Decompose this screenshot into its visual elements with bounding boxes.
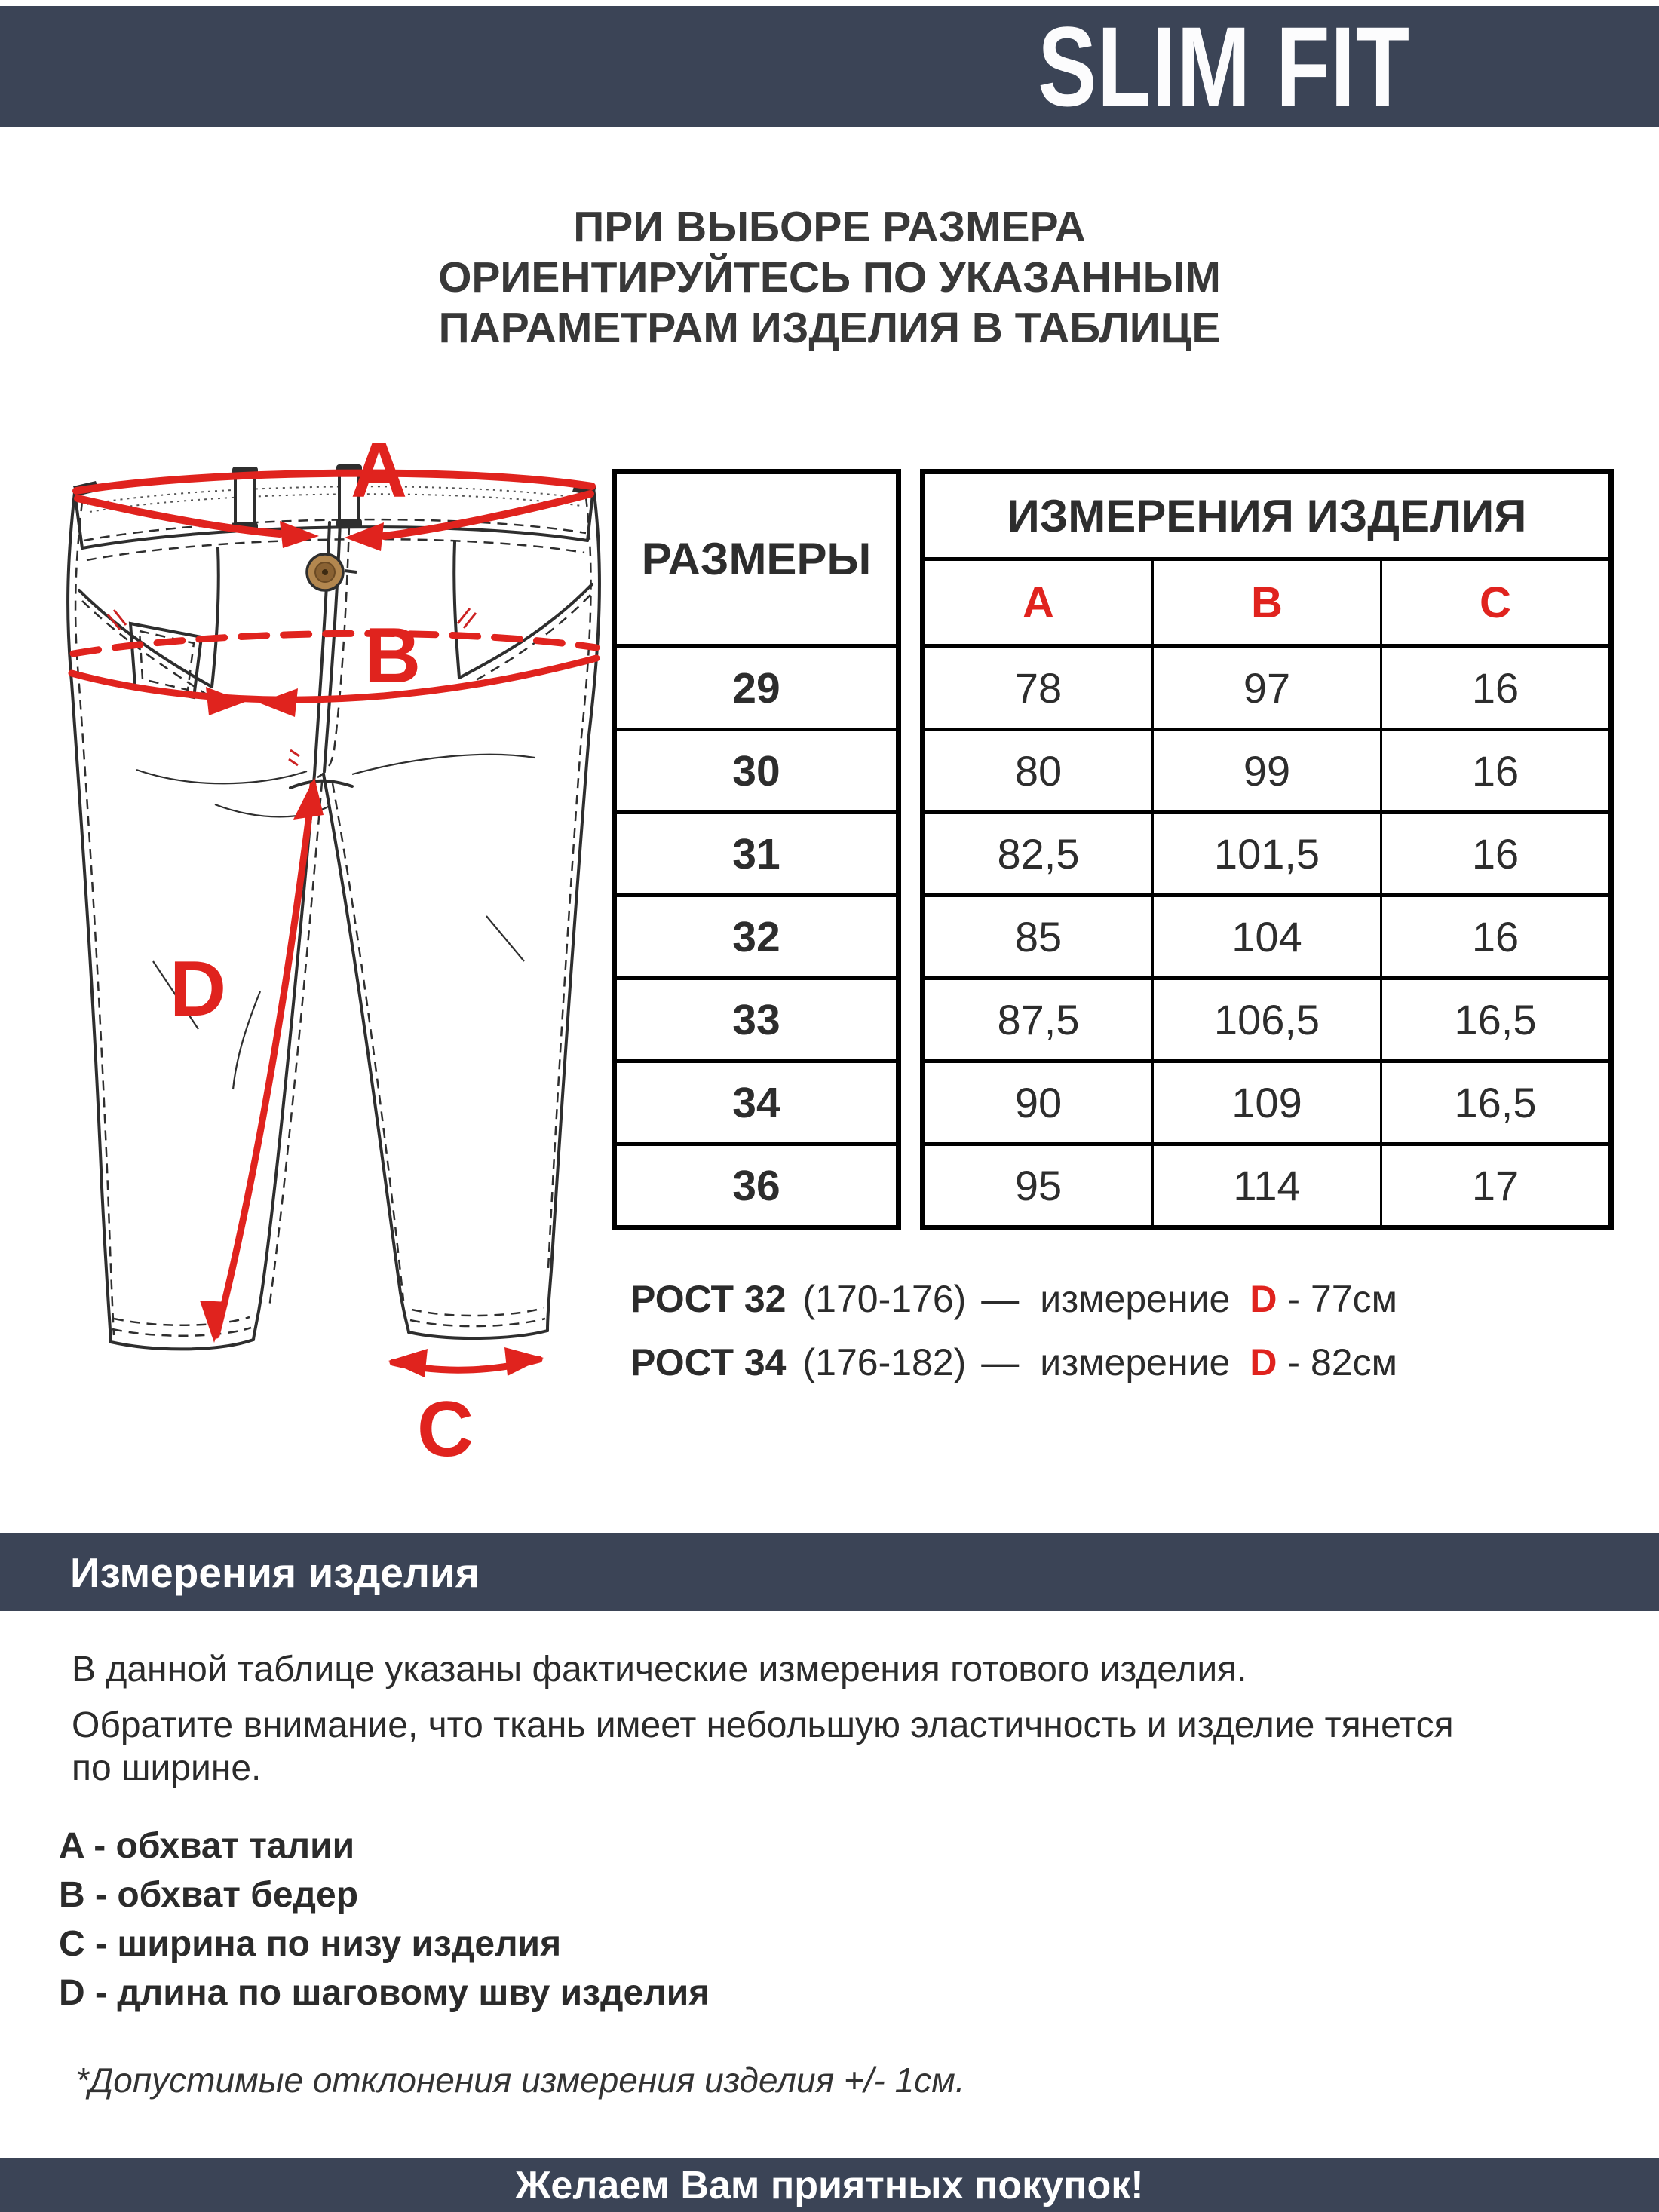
size-row: 29 bbox=[617, 648, 896, 731]
measurement-lines bbox=[72, 473, 596, 1371]
footer-message: Желаем Вам приятных покупок! bbox=[515, 2163, 1144, 2207]
height-note-letter: D bbox=[1250, 1341, 1277, 1383]
waist-line-a bbox=[76, 473, 592, 491]
table-row bbox=[925, 1063, 1608, 1146]
diagram-label-a: A bbox=[351, 434, 408, 514]
cell-a: 95 bbox=[925, 1146, 1154, 1225]
intro-heading-line1: ПРИ ВЫБОРЕ РАЗМЕРА bbox=[573, 203, 1086, 251]
size-row: 34 bbox=[617, 1063, 896, 1146]
size-row: 32 bbox=[617, 897, 896, 980]
cell-a: 82,5 bbox=[925, 814, 1154, 893]
footer-bar bbox=[0, 2158, 1659, 2212]
height-note-range: (170-176) bbox=[802, 1278, 967, 1320]
size-row: 33 bbox=[617, 980, 896, 1063]
cell-b: 106,5 bbox=[1154, 980, 1382, 1059]
measurements-column-header-row bbox=[925, 561, 1608, 648]
section-bar bbox=[0, 1533, 1659, 1611]
measurements-table bbox=[920, 469, 1614, 1230]
table-row bbox=[925, 814, 1608, 897]
height-note-label: РОСТ 32 bbox=[630, 1278, 787, 1320]
height-note-value: - 77см bbox=[1287, 1278, 1397, 1320]
intro-heading-line3: ПАРАМЕТРАМ ИЗДЕЛИЯ В ТАБЛИЦЕ bbox=[438, 304, 1221, 352]
height-note-text: измерение bbox=[1040, 1278, 1231, 1320]
size-row: 30 bbox=[617, 731, 896, 814]
legend-item-d: D - длина по шаговому шву изделия bbox=[59, 1973, 710, 2013]
legend-item-c: C - ширина по низу изделия bbox=[59, 1924, 562, 1964]
height-note-text: измерение bbox=[1040, 1341, 1231, 1383]
cell-a: 85 bbox=[925, 897, 1154, 976]
cell-c: 16,5 bbox=[1454, 1079, 1537, 1126]
measurements-header-cell: ИЗМЕРЕНИЯ ИЗДЕЛИЯ bbox=[925, 474, 1608, 561]
cell-a: 90 bbox=[925, 1063, 1154, 1142]
description-paragraph-2 bbox=[72, 1704, 1587, 1790]
tolerance-footnote: *Допустимые отклонения измерения изделия +/- 1см. bbox=[75, 2060, 965, 2100]
cell-c: 16 bbox=[1471, 913, 1519, 960]
cell-b: 101,5 bbox=[1154, 814, 1382, 893]
diagram-label-c: C bbox=[417, 1386, 474, 1473]
height-note-32 bbox=[630, 1277, 1397, 1321]
cell-c: 16 bbox=[1471, 747, 1519, 795]
diagram-label-b: B bbox=[364, 612, 422, 700]
inseam-line-d bbox=[216, 785, 313, 1335]
jeans-measurement-diagram bbox=[64, 434, 607, 1497]
height-note-34 bbox=[630, 1340, 1397, 1384]
dash-separator: — bbox=[981, 1341, 1020, 1383]
cell-b: 99 bbox=[1154, 731, 1382, 810]
waistband-texture bbox=[87, 486, 583, 512]
cell-b: 114 bbox=[1154, 1146, 1382, 1225]
intro-heading-line2: ОРИЕНТИРУЙТЕСЬ ПО УКАЗАННЫМ bbox=[438, 253, 1221, 302]
legend-item-a: A - обхват талии bbox=[59, 1826, 355, 1866]
size-row: 31 bbox=[617, 814, 896, 897]
sizes-header-cell: РАЗМЕРЫ bbox=[617, 474, 896, 648]
cell-c: 16 bbox=[1471, 664, 1519, 712]
cell-a: 78 bbox=[925, 648, 1154, 728]
jeans-stitching bbox=[75, 497, 590, 1336]
cell-b: 104 bbox=[1154, 897, 1382, 976]
cell-b: 97 bbox=[1154, 648, 1382, 728]
diagram-label-d: D bbox=[170, 945, 227, 1033]
section-title: Измерения изделия bbox=[70, 1549, 480, 1596]
column-header-c: C bbox=[1480, 578, 1511, 627]
page-title: SLIM FIT bbox=[1038, 2, 1410, 130]
header-bar bbox=[0, 2, 1659, 130]
description-paragraph-1: В данной таблице указаны фактические измерения готового изделия. bbox=[72, 1650, 1247, 1690]
legend-item-b: B - обхват бедер bbox=[59, 1875, 359, 1915]
column-header-a: A bbox=[925, 561, 1154, 644]
intro-heading bbox=[0, 202, 1659, 354]
description-text bbox=[72, 1648, 1587, 1790]
cell-a: 80 bbox=[925, 731, 1154, 810]
size-row: 36 bbox=[732, 1161, 780, 1210]
table-row bbox=[925, 897, 1608, 980]
cell-c: 17 bbox=[1471, 1162, 1519, 1209]
table-row bbox=[925, 731, 1608, 814]
measurement-legend bbox=[59, 1821, 710, 2017]
cell-c: 16 bbox=[1471, 830, 1519, 878]
table-row bbox=[925, 1146, 1608, 1225]
column-header-b: B bbox=[1154, 561, 1382, 644]
table-row bbox=[925, 648, 1608, 731]
description-paragraph-2-line1: Обратите внимание, что ткань имеет небольшую эластичность и изделие тянется bbox=[72, 1705, 1454, 1745]
height-note-letter: D bbox=[1250, 1278, 1277, 1320]
height-note-label: РОСТ 34 bbox=[630, 1341, 787, 1383]
cell-c: 16,5 bbox=[1454, 996, 1537, 1043]
height-notes bbox=[630, 1277, 1397, 1404]
height-note-value: - 82см bbox=[1287, 1341, 1397, 1383]
description-paragraph-2-line2: по ширине. bbox=[72, 1748, 262, 1788]
hip-line-b bbox=[72, 658, 596, 700]
height-note-range: (176-182) bbox=[802, 1341, 967, 1383]
sizes-table bbox=[612, 469, 901, 1230]
jeans-outline bbox=[68, 475, 600, 1350]
cell-a: 87,5 bbox=[925, 980, 1154, 1059]
cell-b: 109 bbox=[1154, 1063, 1382, 1142]
table-row bbox=[925, 980, 1608, 1063]
jeans-button-icon bbox=[307, 554, 357, 590]
dash-separator: — bbox=[981, 1278, 1020, 1320]
